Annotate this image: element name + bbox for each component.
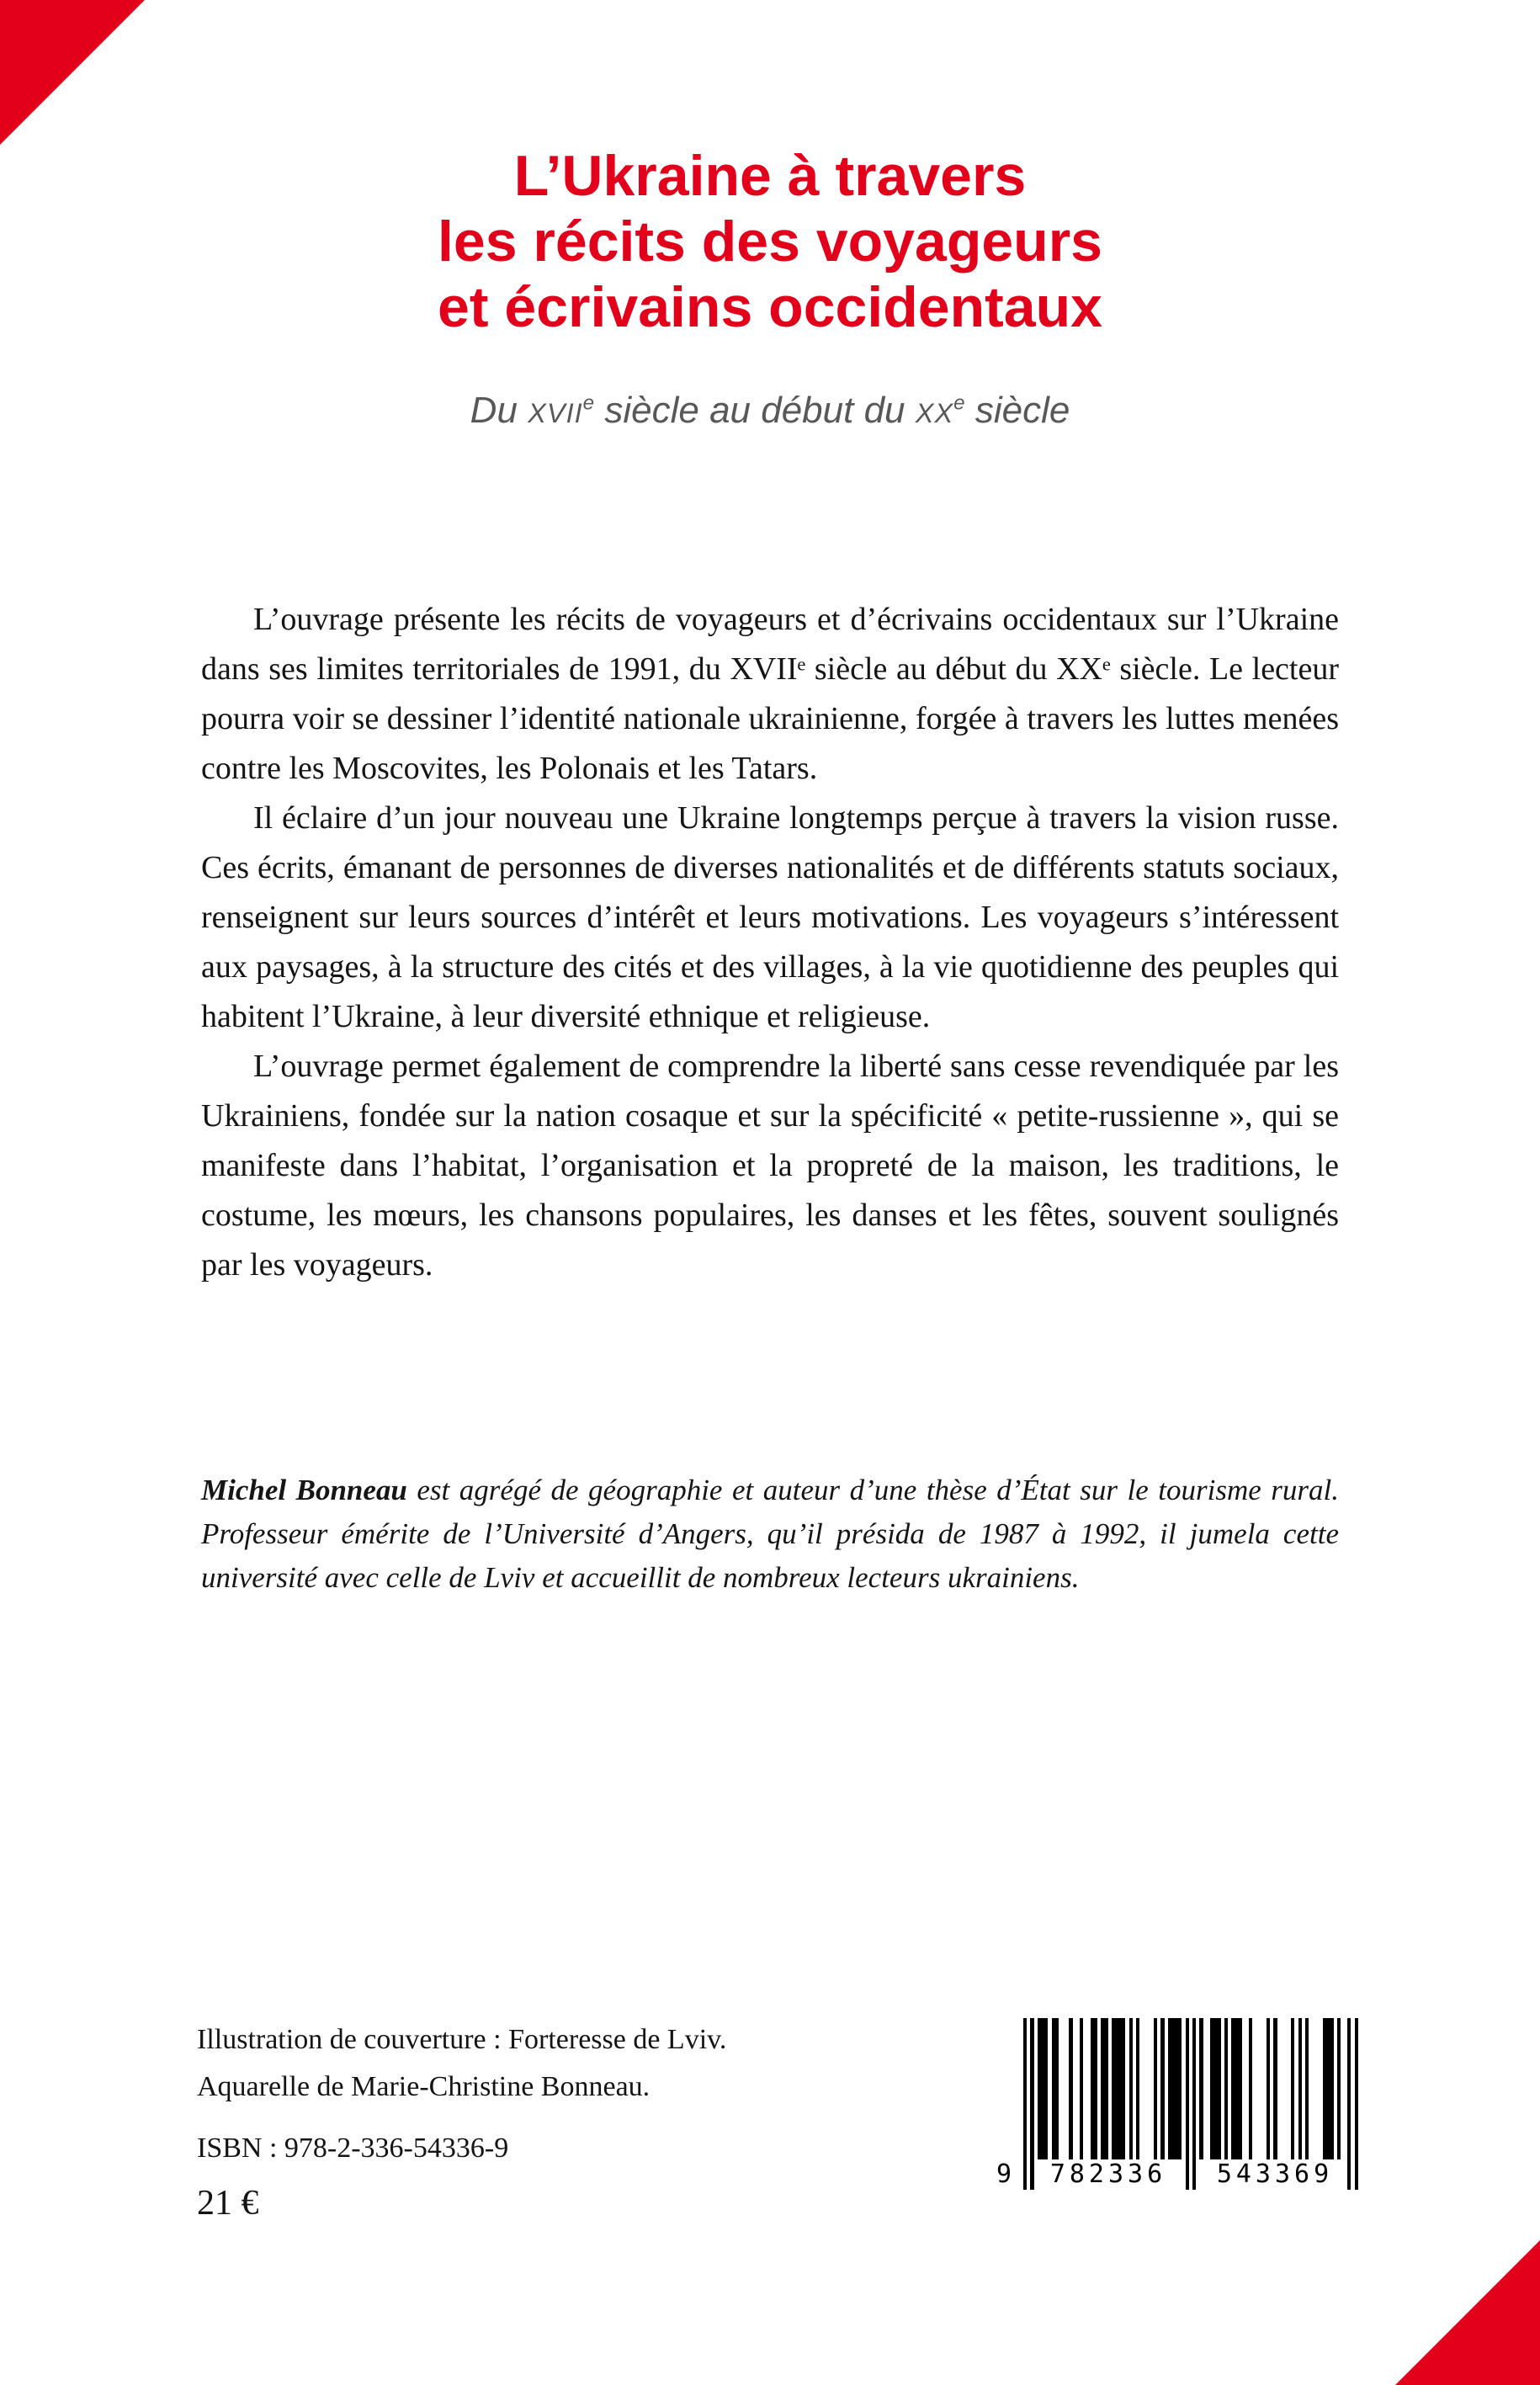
subtitle-superscript: e (582, 391, 595, 415)
subtitle-roman-numeral: XVII (528, 398, 583, 428)
book-subtitle (0, 389, 1540, 435)
back-cover-text (201, 595, 1339, 1290)
barcode-number (996, 2159, 1360, 2191)
barcode-digit-group: 782336 (1049, 2159, 1167, 2189)
book-title (0, 143, 1540, 340)
isbn: ISBN : 978-2-336-54336-9 (197, 2133, 509, 2164)
illustration-credit-line-1: Illustration de couverture : Forteresse de Lviv. (197, 2024, 727, 2055)
subtitle-roman-numeral: XX (915, 398, 954, 428)
corner-triangle-bottom-right (1395, 2240, 1540, 2385)
price: 21 € (197, 2184, 259, 2223)
body-paragraph: L’ouvrage permet également de comprendre la liberté sans cesse revendiquée par les Ukrainiens, fondée sur la nation cosaque et sur la spécificité « petite-russienne », qui se manifeste dans l’habitat, l’organisation et la propreté de la maison, les traditions, le costume, les mœurs, les chansons populaires, les danses et les fêtes, souvent soulignés par les voyageurs. (201, 1049, 1339, 1283)
author-bio (201, 1469, 1339, 1600)
title-line-3: et écrivains occidentaux (438, 275, 1102, 339)
subtitle-text: siècle (964, 390, 1070, 431)
cover-illustration-credit (197, 2016, 726, 2111)
illustration-credit-line-2: Aquarelle de Marie-Christine Bonneau. (197, 2071, 651, 2102)
body-paragraph: Il éclaire d’un jour nouveau une Ukraine longtemps perçue à travers la vision russe. Ces écrits, émanant de personnes de diverses nationalités et de différents statuts sociaux, renseignent sur leurs sources d’intérêt et leurs motivations. Les voyageurs s’intéressent aux paysages, à la structure des cités et des villages, à la vie quotidienne des peuples qui habitent l’Ukraine, à leur diversité ethnique et religieuse. (201, 800, 1339, 1034)
body-paragraph: L’ouvrage présente les récits de voyageurs et d’écrivains occidentaux sur l’Ukraine dans ses limites territoriales de 1991, du XVIIᵉ siècle au début du XXᵉ siècle. Le lecteur pourra voir se dessiner l’identité nationale ukrainienne, forgée à travers les luttes menées contre les Moscovites, les Polonais et les Tatars. (201, 602, 1339, 786)
author-bio-text: est agrégé de géographie et auteur d’une thèse d’État sur le tourisme rural. Professeur émérite de l’Université d’Angers, qu’il présida de 1987 à 1992, il jumela cette université avec celle de Lviv et accueillit de nombreux lecteurs ukrainiens. (201, 1474, 1339, 1594)
subtitle-text: siècle au début du (594, 390, 916, 431)
title-line-2: les récits des voyageurs (437, 210, 1102, 274)
barcode (996, 2018, 1360, 2191)
title-line-1: L’Ukraine à travers (513, 144, 1027, 208)
barcode-digit-group: 543369 (1216, 2159, 1334, 2189)
barcode-digit-group: 9 (996, 2159, 1012, 2189)
subtitle-superscript: e (953, 391, 965, 415)
corner-triangle-top-left (0, 0, 145, 145)
subtitle-text: Du (470, 390, 528, 431)
author-name: Michel Bonneau (201, 1474, 407, 1506)
